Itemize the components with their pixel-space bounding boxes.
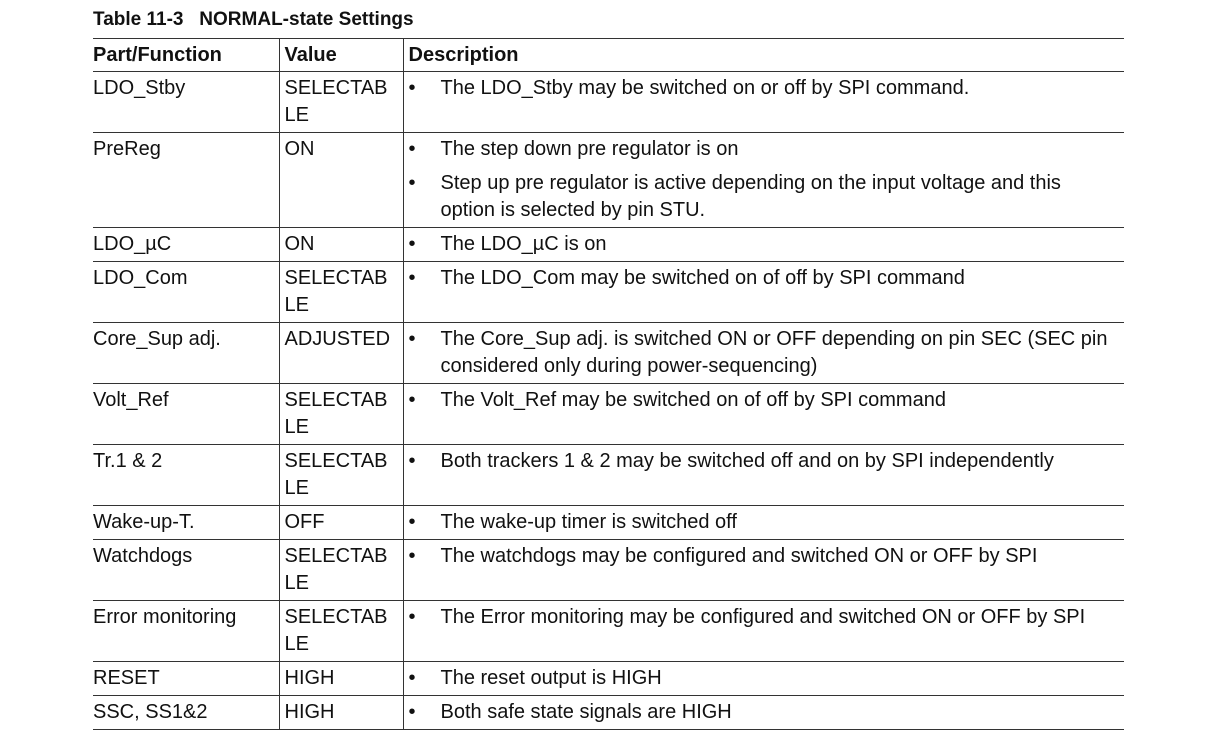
description-item bbox=[409, 604, 1121, 631]
description-cell bbox=[403, 133, 1124, 228]
description-text: Step up pre regulator is active depending on the input voltage and this option is selected by pin STU. bbox=[440, 172, 1061, 221]
description-item bbox=[409, 326, 1121, 380]
bullet-icon: • bbox=[408, 511, 416, 533]
description-cell bbox=[403, 445, 1124, 506]
description-cell bbox=[403, 262, 1124, 323]
bullet-icon: • bbox=[408, 267, 416, 289]
description-cell bbox=[403, 506, 1124, 540]
description-list bbox=[409, 543, 1121, 570]
value-cell: HIGH bbox=[279, 662, 403, 696]
header-part-function: Part/Function bbox=[93, 39, 279, 72]
description-text: The LDO_µC is on bbox=[440, 233, 607, 255]
description-cell bbox=[403, 601, 1124, 662]
description-text: The watchdogs may be configured and switched ON or OFF by SPI bbox=[440, 545, 1038, 567]
description-list bbox=[409, 604, 1121, 631]
table-row bbox=[93, 323, 1124, 384]
description-text: The Core_Sup adj. is switched ON or OFF depending on pin SEC (SEC pin considered only during power-sequencing) bbox=[440, 328, 1108, 377]
description-list bbox=[409, 136, 1121, 224]
description-cell bbox=[403, 228, 1124, 262]
description-cell bbox=[403, 72, 1124, 133]
table-row bbox=[93, 72, 1124, 133]
description-item bbox=[409, 448, 1121, 475]
table-row bbox=[93, 662, 1124, 696]
description-list bbox=[409, 326, 1121, 380]
part-function-cell: PreReg bbox=[93, 133, 279, 228]
part-function-cell: Tr.1 & 2 bbox=[93, 445, 279, 506]
table-row bbox=[93, 133, 1124, 228]
value-cell: ON bbox=[279, 133, 403, 228]
value-cell: SELECTABLE bbox=[279, 72, 403, 133]
bullet-icon: • bbox=[408, 172, 416, 194]
header-description: Description bbox=[403, 39, 1124, 72]
description-cell bbox=[403, 384, 1124, 445]
description-item bbox=[409, 509, 1121, 536]
description-cell bbox=[403, 323, 1124, 384]
part-function-cell: Volt_Ref bbox=[93, 384, 279, 445]
part-function-cell: LDO_Com bbox=[93, 262, 279, 323]
description-list bbox=[409, 665, 1121, 692]
description-text: The Volt_Ref may be switched on of off by SPI command bbox=[440, 389, 946, 411]
bullet-icon: • bbox=[408, 450, 416, 472]
value-cell: SELECTABLE bbox=[279, 601, 403, 662]
bullet-icon: • bbox=[408, 77, 416, 99]
description-list bbox=[409, 265, 1121, 292]
table-row bbox=[93, 445, 1124, 506]
value-cell: OFF bbox=[279, 506, 403, 540]
description-text: The wake-up timer is switched off bbox=[440, 511, 737, 533]
description-item bbox=[409, 231, 1121, 258]
bullet-icon: • bbox=[408, 701, 416, 723]
description-text: The reset output is HIGH bbox=[440, 667, 662, 689]
bullet-icon: • bbox=[408, 138, 416, 160]
table-row bbox=[93, 262, 1124, 323]
description-cell bbox=[403, 696, 1124, 730]
table-row bbox=[93, 228, 1124, 262]
part-function-cell: LDO_µC bbox=[93, 228, 279, 262]
description-list bbox=[409, 75, 1121, 102]
description-item bbox=[409, 543, 1121, 570]
part-function-cell: Core_Sup adj. bbox=[93, 323, 279, 384]
description-item bbox=[409, 665, 1121, 692]
table-row bbox=[93, 696, 1124, 730]
description-list bbox=[409, 231, 1121, 258]
description-item bbox=[409, 699, 1121, 726]
description-list bbox=[409, 699, 1121, 726]
description-text: The LDO_Com may be switched on of off by SPI command bbox=[440, 267, 965, 289]
value-cell: SELECTABLE bbox=[279, 262, 403, 323]
description-list bbox=[409, 509, 1121, 536]
part-function-cell: Wake-up-T. bbox=[93, 506, 279, 540]
part-function-cell: RESET bbox=[93, 662, 279, 696]
bullet-icon: • bbox=[408, 233, 416, 255]
table-caption: Table 11-3 NORMAL-state Settings bbox=[93, 9, 414, 30]
value-cell: SELECTABLE bbox=[279, 384, 403, 445]
bullet-icon: • bbox=[408, 606, 416, 628]
description-item bbox=[409, 170, 1121, 224]
bullet-icon: • bbox=[408, 328, 416, 350]
description-list bbox=[409, 448, 1121, 475]
value-cell: ON bbox=[279, 228, 403, 262]
description-text: The LDO_Stby may be switched on or off by SPI command. bbox=[440, 77, 970, 99]
description-cell bbox=[403, 662, 1124, 696]
description-text: The step down pre regulator is on bbox=[440, 138, 739, 160]
part-function-cell: Error monitoring bbox=[93, 601, 279, 662]
value-cell: SELECTABLE bbox=[279, 445, 403, 506]
bullet-icon: • bbox=[408, 667, 416, 689]
table-row bbox=[93, 506, 1124, 540]
description-item bbox=[409, 136, 1121, 163]
value-cell: SELECTABLE bbox=[279, 540, 403, 601]
part-function-cell: SSC, SS1&2 bbox=[93, 696, 279, 730]
description-cell bbox=[403, 540, 1124, 601]
header-value: Value bbox=[279, 39, 403, 72]
bullet-icon: • bbox=[408, 545, 416, 567]
description-item bbox=[409, 75, 1121, 102]
table-row bbox=[93, 540, 1124, 601]
description-text: Both safe state signals are HIGH bbox=[440, 701, 732, 723]
settings-table bbox=[93, 38, 1124, 730]
bullet-icon: • bbox=[408, 389, 416, 411]
table-header-row bbox=[93, 39, 1124, 72]
part-function-cell: LDO_Stby bbox=[93, 72, 279, 133]
part-function-cell: Watchdogs bbox=[93, 540, 279, 601]
description-text: The Error monitoring may be configured and switched ON or OFF by SPI bbox=[440, 606, 1086, 628]
value-cell: ADJUSTED bbox=[279, 323, 403, 384]
value-cell: HIGH bbox=[279, 696, 403, 730]
table-row bbox=[93, 601, 1124, 662]
description-item bbox=[409, 265, 1121, 292]
description-item bbox=[409, 387, 1121, 414]
table-row bbox=[93, 384, 1124, 445]
description-text: Both trackers 1 & 2 may be switched off and on by SPI independently bbox=[440, 450, 1054, 472]
description-list bbox=[409, 387, 1121, 414]
